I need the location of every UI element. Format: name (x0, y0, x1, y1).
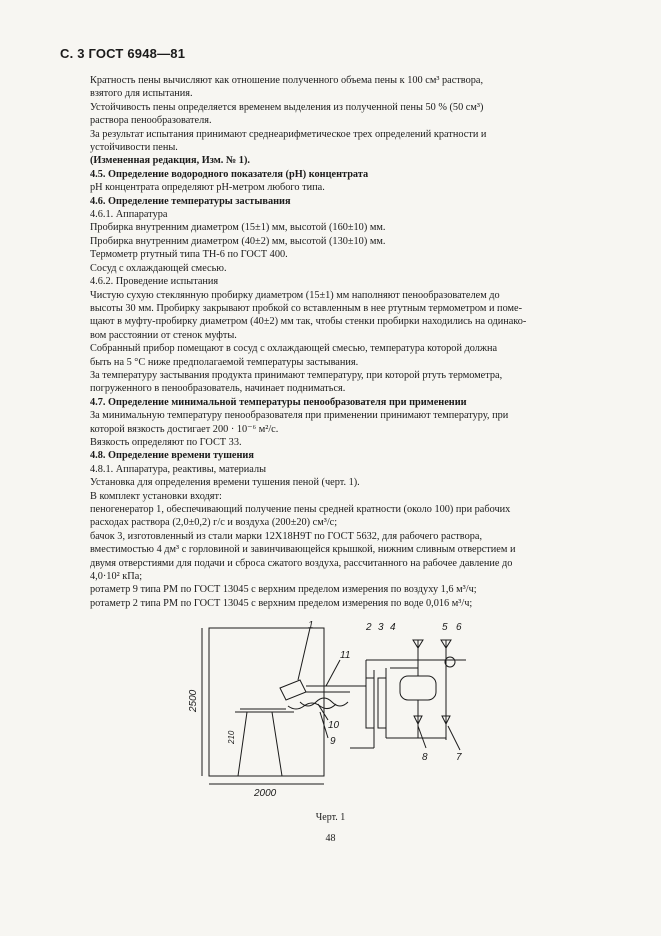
page-header: С. 3 ГОСТ 6948—81 (60, 46, 186, 61)
paragraph-line: Сосуд с охлаждающей смесью. (90, 262, 227, 274)
label-4: 4 (390, 622, 396, 633)
rotameter-2 (378, 678, 386, 728)
stand (238, 712, 282, 776)
paragraph-line: 4.6.2. Проведение испытания (90, 276, 219, 288)
section-heading: 4.7. Определение минимальной температуры пенообразователя при применении (90, 396, 467, 408)
label-9: 9 (330, 736, 336, 747)
paragraph-line: бачок 3, изготовленный из стали марки 12Х18Н9Т по ГОСТ 5632, для рабочего раствора, (90, 530, 483, 542)
paragraph-line: раствора пенообразователя. (90, 115, 212, 127)
paragraph-line: быть на 5 °С ниже предполагаемой температуры застывания. (90, 356, 359, 368)
label-6: 6 (456, 622, 462, 633)
paragraph-line: вом расстоянии от стенок муфты. (90, 329, 237, 341)
paragraph-line: ротаметр 2 типа РМ по ГОСТ 13045 с верхним пределом измерения по воде 0,016 м³/ч; (90, 597, 473, 609)
paragraph-line: Устойчивость пены определяется временем выделения из полученной пены 50 % (50 см³) (90, 101, 484, 113)
label-10: 10 (328, 720, 340, 731)
label-2: 2 (366, 622, 372, 633)
page-number: 48 (325, 833, 336, 844)
paragraph-line: pH концентрата определяют pH-метром любого типа. (90, 182, 325, 194)
dim-small-label: 210 (227, 730, 236, 744)
paragraph-line: расходах раствора (2,0±0,2) г/с и воздуха (200±20) см³/с; (90, 517, 338, 529)
paragraph-line: За минимальную температуру пенообразователя при применении принимают температуру, при (90, 410, 509, 422)
tank-3 (400, 676, 436, 700)
paragraph-line: В комплект установки входят: (90, 490, 222, 502)
paragraph-line: Вязкость определяют по ГОСТ 33. (90, 436, 242, 448)
paragraph-line: За температуру застывания продукта принимают температуру, при которой ртуть термометра, (90, 369, 503, 381)
document-body (90, 74, 598, 610)
paragraph-line: 4.8.1. Аппаратура, реактивы, материалы (90, 463, 267, 475)
section-heading: 4.6. Определение температуры застывания (90, 195, 291, 207)
figure-caption: Черт. 1 (315, 812, 346, 823)
paragraph-line: устойчивости пены. (90, 142, 178, 154)
paragraph-line: Термометр ртутный типа ТН-6 по ГОСТ 400. (90, 249, 288, 261)
dim-width-label: 2000 (254, 788, 277, 799)
paragraph-line: 4,0·10² кПа; (90, 571, 143, 583)
paragraph-line: Установка для определения времени тушения пеной (черт. 1). (90, 477, 360, 489)
foam-generator (280, 680, 306, 700)
paragraph-line: Собранный прибор помещают в сосуд с охлаждающей смесью, температура которой должна (90, 343, 498, 355)
label-11: 11 (340, 650, 351, 661)
label-3: 3 (378, 622, 384, 633)
label-7: 7 (456, 752, 462, 763)
paragraph-line: Чистую сухую стеклянную пробирку диаметром (15±1) мм наполняют пенообразователем до (90, 289, 500, 301)
paragraph-line: взятого для испытания. (90, 88, 193, 100)
label-1: 1 (308, 620, 314, 631)
rotameter-9 (366, 678, 374, 728)
figure-apparatus-diagram (190, 620, 480, 800)
paragraph-line: которой вязкость достигает 200 · 10⁻⁶ м²/с. (90, 423, 279, 435)
paragraph-line: двумя отверстиями для подачи и сброса сжатого воздуха, рассчитанного на рабочее давление до (90, 557, 513, 569)
section-heading: 4.8. Определение времени тушения (90, 450, 254, 462)
paragraph-line: высоты 30 мм. Пробирку закрывают пробкой со вставленным в нее ртутным термометром и поме- (90, 302, 523, 314)
dim-height-label: 2500 (188, 689, 199, 712)
label-8: 8 (422, 752, 428, 763)
paragraph-line: пеногенератор 1, обеспечивающий получение пены средней кратности (около 100) при рабочих (90, 504, 511, 515)
paragraph-line: Пробирка внутренним диаметром (15±1) мм, высотой (160±10) мм. (90, 222, 386, 234)
section-heading: (Измененная редакция, Изм. № 1). (90, 155, 250, 167)
paragraph-line: погруженного в пенообразователь, начинает подниматься. (90, 383, 346, 395)
test-chamber (209, 628, 324, 776)
paragraph-line: ротаметр 9 типа РМ по ГОСТ 13045 с верхним пределом измерения по воздуху 1,6 м³/ч; (90, 584, 477, 596)
section-heading: 4.5. Определение водородного показателя (pH) концентрата (90, 168, 369, 180)
paragraph-line: За результат испытания принимают среднеарифметическое трех определений кратности и (90, 128, 487, 140)
paragraph-line: Пробирка внутренним диаметром (40±2) мм, высотой (130±10) мм. (90, 235, 386, 247)
paragraph-line: Кратность пены вычисляют как отношение полученного объема пены к 100 см³ раствора, (90, 75, 484, 86)
paragraph-line: щают в муфту-пробирку диаметром (40±2) мм так, чтобы стенки пробирки находились на одинако- (90, 316, 527, 328)
paragraph-line: вместимостью 4 дм³ с горловиной и завинчивающейся крышкой, нижним сливным отверстием и (90, 544, 516, 556)
paragraph-line: 4.6.1. Аппаратура (90, 209, 168, 221)
label-5: 5 (442, 622, 448, 633)
